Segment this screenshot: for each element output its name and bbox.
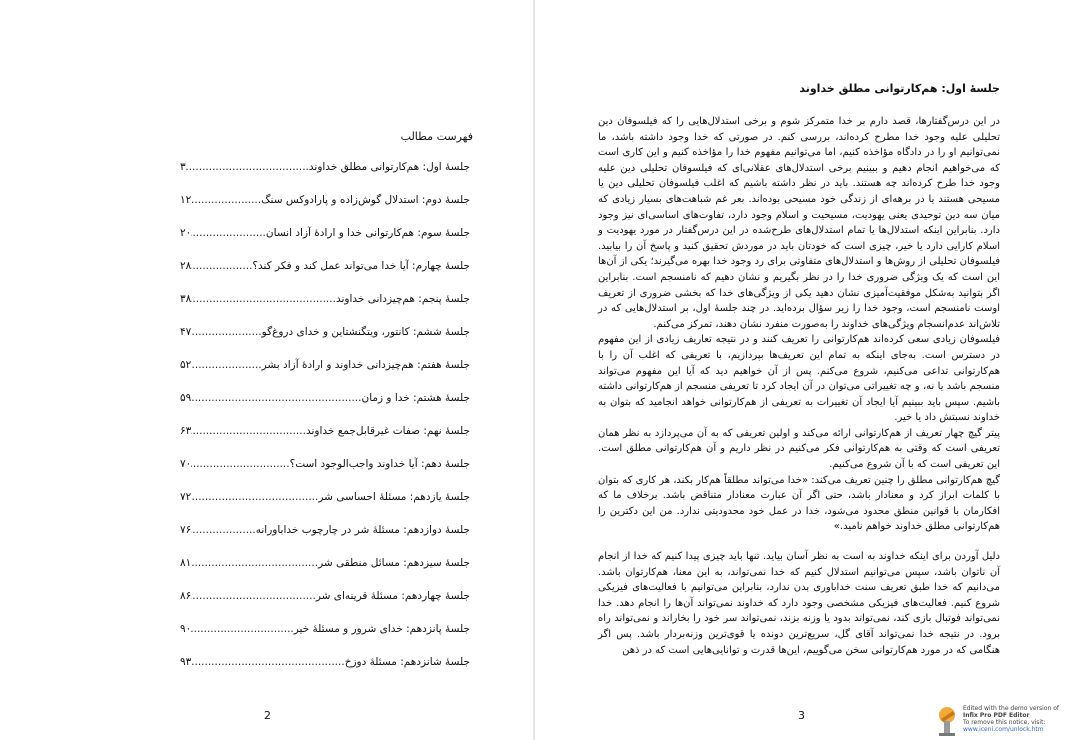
toc-leader-dots — [191, 655, 344, 669]
toc-leader-dots — [191, 292, 336, 306]
toc-leader-dots — [191, 424, 306, 438]
toc-leader-dots — [191, 325, 261, 339]
toc-item[interactable] — [180, 589, 470, 622]
editor-watermark[interactable] — [935, 705, 1065, 740]
toc-item[interactable] — [180, 226, 470, 259]
toc-item[interactable] — [180, 391, 470, 424]
toc-item[interactable] — [180, 292, 470, 325]
toc-item-label: جلسهٔ یازدهم: مسئلهٔ احساسی شر — [318, 491, 470, 503]
toc-leader-dots — [191, 457, 289, 471]
toc-item-page: ۲۸ — [180, 260, 192, 272]
toc-item-label: جلسهٔ چهاردهم: مسئلهٔ قرینه‌ای شر — [315, 590, 470, 602]
paragraph: در این درس‌گفتارها، قصد دارم بر خدا متمرکز شوم و برخی استدلال‌هایی را که فیلسوفان دین تحلیلی علیه وجود خدا مطرح کرده‌اند، بررسی کنم. در صورتی که خدا وجود داشته باشد، ما نمی‌توانیم او را در دادگاه مؤاخذه کنیم، اما می‌توانیم مفهوم خدا را مؤاخذه کنیم و این کاری است که می‌خواهیم انجام دهیم و ببینیم برخی استدلال‌های عقلانی‌ای که فیلسوفان تحلیلی دین علیه وجود خدا طرح کرده‌اند چه هستند. باید در نظر داشته باشیم که اغلب فیلسوفان تحلیلی دین یا مسیحی هستند یا در برهه‌ای از زندگی خود مسیحی بوده‌اند. بعر غم شباهت‌های بسیار زیادی که میان سه دین توحیدی یعنی یهودیت، مسیحیت و اسلام وجود دارد، تفاوت‌های اساسی‌ای نیز وجود دارد. بنابراین اینکه استدلال‌ها یا تمام استدلال‌های طرح‌شده در این درس‌گفتار در مورد یهودیت و اسلام کارایی دارد یا خیر، چیزی است که خودتان باید در موردش تحقیق کنید و پاسخ آن را بیابید. فیلسوفان تحلیلی از روش‌ها و استدلال‌های متفاوتی برای رد وجود خدا بهره می‌گیرند؛ یکی از آن‌ها این است که یک ویژگی ضروری خدا را در نظر بگیریم و نشان دهیم که نامنسجم است. بنابراین اگر بتوانید به‌شکل موفقیت‌آمیزی نشان دهید یکی از ویژگی‌های خدا که بخشی ضروری از تعریف اوست نامنسجم است، وجود خدا را زیر سؤال برده‌اید. در چند جلسهٔ اول، بر استدلال‌هایی که در تلاش‌اند عدم‌انسجام ویژگی‌های خداوند را به‌صورت منفرد نشان دهند، تمرکز می‌کنم. — [598, 116, 1000, 330]
paragraph: فیلسوفان زیادی سعی کرده‌اند هم‌کارتوانی را تعریف کنند و در نتیجه تعاریف زیادی از این مفهوم در دسترس است. به‌جای اینکه به تمام این تعریف‌ها بپردازیم، با تعریفی که اغلب آن را با هم‌کارتوانی تداعی می‌کنیم، شروع می‌کنم. پس از آن خواهیم دید که آیا این مفهوم می‌تواند منسجم باشد یا نه، و چه تغییراتی می‌توان در آن ایجاد کرد تا تعریفی منسجم از هم‌کارتوانی داشته باشیم. سپس باید ببینیم آیا ایجاد آن تغییرات به تعریفی از هم‌کارتوانی خواهد انجامید که بتوان به خداوند نسبتش داد یا خیر. — [598, 334, 1000, 424]
toc-leader-dots — [191, 523, 255, 537]
toc-item-label: جلسهٔ سیزدهم: مسائل منطقی شر — [318, 557, 470, 569]
toc-leader-dots — [191, 490, 318, 504]
toc-item-page: ۶۳ — [180, 425, 192, 437]
toc-item[interactable] — [180, 424, 470, 457]
toc-leader-dots — [191, 622, 293, 636]
toc-leader-dots — [191, 259, 252, 273]
toc-item-page: ۷۰ — [180, 458, 192, 470]
toc-item[interactable] — [180, 490, 470, 523]
toc-item-page: ۵۲ — [180, 359, 192, 371]
toc-item[interactable] — [180, 523, 470, 556]
toc-item-label: جلسهٔ ششم: کانتور، ویتگنشتاین و خدای دروغ‌گو — [261, 326, 470, 338]
toc-item[interactable] — [180, 556, 470, 589]
watermark-link[interactable]: www.iceni.com/unlock.htm — [963, 726, 1044, 733]
toc-title: فهرست مطالب — [400, 130, 473, 143]
watermark-line: Infix Pro PDF Editor — [963, 712, 1030, 719]
paragraph: گیچ هم‌کارتوانی مطلق را چنین تعریف می‌کند: «خدا می‌تواند مطلقاً هم‌کار بکند، هر کاری که بتوان با کلمات ابراز کرد و معنادار باشد، حتی اگر آن عبارت معنادار متناقض باشد. برخلاف ما که افکارمان با قوانین منطق محدود می‌شود، خدا در عمل خود محدودیتی ندارد. من این دکترین را هم‌کارتوانی مطلق خداوند خواهم نامید.» — [598, 474, 1000, 533]
toc-item-label: جلسهٔ دوازدهم: مسئلهٔ شر در چارچوب خداباورانه — [255, 524, 470, 536]
toc-item[interactable] — [180, 655, 470, 688]
toc-leader-dots — [191, 556, 318, 570]
toc-item-label: جلسهٔ دوم: استدلال گوش‌زاده و پارادوکس سنگ — [261, 194, 470, 206]
toc-item-label: جلسهٔ هشتم: خدا و زمان — [361, 392, 470, 404]
page-number-left: 2 — [264, 709, 271, 722]
toc-item-page: ۲۰ — [180, 227, 192, 239]
toc-leader-dots — [191, 193, 261, 207]
toc-item-page: ۸۱ — [180, 557, 192, 569]
toc-item-label: جلسهٔ شانزدهم: مسئلهٔ دوزخ — [344, 656, 470, 668]
watermark-line: To remove this notice, visit: — [963, 719, 1046, 726]
toc-item[interactable] — [180, 160, 470, 193]
toc-leader-dots — [191, 358, 261, 372]
toc-item-page: ۸۶ — [180, 590, 192, 602]
toc-item[interactable] — [180, 358, 470, 391]
paragraph-gap — [598, 535, 1000, 549]
paragraph: دلیل آوردن برای اینکه خداوند به است به نظر آسان بیاید. تنها باید چیزی پیدا کنیم که خدا از انجام آن ناتوان باشد، سپس می‌توانیم استدلال کنیم که خدا نمی‌تواند، به این معنا، هم‌کارتوان باشد. می‌دانیم که خدا طبق تعریف سنت خداباوری بدن ندارد، بنابراین می‌توانیم با فعالیت‌های فیزیکی شروع کنیم. فعالیت‌های فیزیکی مشخصی وجود دارد که خداوند نمی‌تواند آن‌ها را انجام دهد. خدا نمی‌تواند فوتبال بازی کند، نمی‌تواند بدود یا وزنه بزند، نمی‌تواند سر خود را بخاراند و نمی‌تواند راه برود. در نتیجه خدا نمی‌تواند آقای گل، سریع‌ترین دونده یا قوی‌ترین وزنه‌بردار باشد. پس اگر هنگامی که در مورد هم‌کارتوانی سخن می‌گوییم، این‌ها قدرت و توانایی‌هایی است که در ذهن — [598, 551, 1000, 656]
toc-item[interactable] — [180, 193, 470, 226]
toc-leader-dots — [191, 589, 316, 603]
toc-item-page: ۳ — [180, 161, 186, 173]
toc-item-page: ۳۸ — [180, 293, 192, 305]
watermark-line: Edited with the demo version of — [963, 705, 1060, 712]
toc-item-page: ۹۰ — [180, 623, 192, 635]
toc-item-label: جلسهٔ سوم: هم‌کارتوانی خدا و ارادهٔ آزاد انسان — [265, 227, 470, 239]
toc-item[interactable] — [180, 457, 470, 490]
toc-item-label: جلسهٔ نهم: صفات غیرقابل‌جمع خداوند — [305, 425, 470, 437]
toc-item-label: جلسهٔ پنجم: هم‌چیزدانی خداوند — [335, 293, 470, 305]
toc-item[interactable] — [180, 622, 470, 655]
toc-item-label: جلسهٔ چهارم: آیا خدا می‌تواند عمل کند و فکر کند؟ — [252, 260, 470, 272]
toc-list — [180, 160, 470, 688]
page-number-right: 3 — [798, 709, 805, 722]
paragraph: پیتر گیچ چهار تعریف از هم‌کارتوانی ارائه می‌کند و اولین تعریفی که به آن می‌پردازد به نظر همان تعریفی است که وقتی به هم‌کارتوانی فکر می‌کنیم در نظر داریم و آن هم‌کارتوانی مطلق است. این تعریفی است که با آن شروع می‌کنیم. — [598, 427, 1000, 471]
toc-item-label: جلسهٔ دهم: آیا خداوند واجب‌الوجود است؟ — [289, 458, 470, 470]
infix-logo-icon — [935, 705, 959, 737]
toc-item-page: ۱۲ — [180, 194, 192, 206]
toc-item[interactable] — [180, 325, 470, 358]
toc-item-label: جلسهٔ پانزدهم: خدای شرور و مسئلهٔ خیر — [293, 623, 470, 635]
chapter-heading: جلسهٔ اول: هم‌کارتوانی مطلق خداوند — [799, 82, 1000, 95]
toc-leader-dots — [191, 226, 266, 240]
right-page — [535, 0, 1065, 740]
toc-item-page: ۷۶ — [180, 524, 192, 536]
toc-item-label: جلسهٔ اول: هم‌کارتوانی مطلق خداوند — [308, 161, 470, 173]
toc-item[interactable] — [180, 259, 470, 292]
toc-item-page: ۷۲ — [180, 491, 192, 503]
toc-item-page: ۵۹ — [180, 392, 192, 404]
toc-item-page: ۴۷ — [180, 326, 192, 338]
toc-leader-dots — [186, 160, 309, 174]
toc-item-label: جلسهٔ هفتم: هم‌چیزدانی خداوند و ارادهٔ آزاد بشر — [261, 359, 470, 371]
toc-leader-dots — [191, 391, 361, 405]
toc-item-page: ۹۳ — [180, 656, 192, 668]
body-text — [598, 114, 1000, 658]
